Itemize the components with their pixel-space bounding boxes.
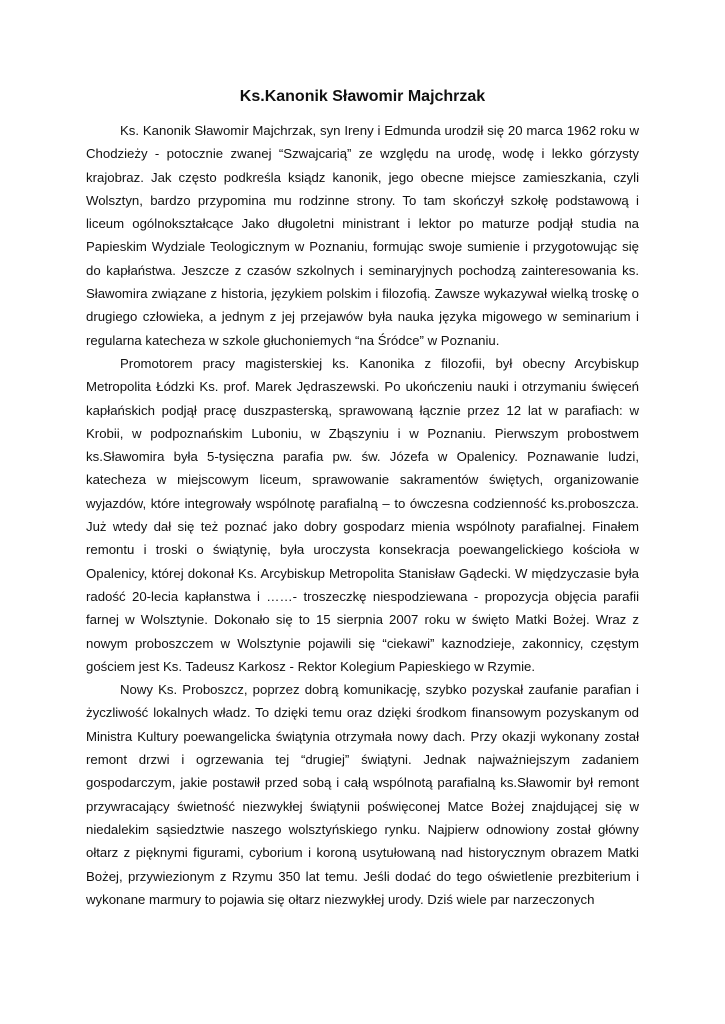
paragraph-biography: Ks. Kanonik Sławomir Majchrzak, syn Ireny i Edmunda urodził się 20 marca 1962 roku w Chodzieży - potocznie zwanej “Szwajcarią” ze względu na urodę, wodę i lekko górzysty krajobraz. Jak często podkreśla ksiądz kanonik, jego obecne miejsce zamieszkania, czyli Wolsztyn, bardzo przypomina mu rodzinne strony. To tam skończył szkołę podstawową i liceum ogólnokształcące Jako długoletni ministrant i lektor po maturze podjął studia na Papieskim Wydziale Teologicznym w Poznaniu, formując swoje sumienie i przygotowując się do kapłaństwa. Jeszcze z czasów szkolnych i seminaryjnych pochodzą zainteresowania ks. Sławomira związane z historia, językiem polskim i filozofią. Zawsze wykazywał wielką troskę o drugiego człowieka, a jednym z jej przejawów była nauka języka migowego w seminarium i regularna katecheza w szkole głuchoniemych “na Śródce” w Poznaniu. (86, 123, 639, 348)
document-body (86, 119, 639, 911)
document-title: Ks.Kanonik Sławomir Majchrzak (239, 88, 486, 105)
paragraph-wolsztyn-parish: Nowy Ks. Proboszcz, poprzez dobrą komunikację, szybko pozyskał zaufanie parafian i życzliwość lokalnych władz. To dzięki temu oraz dzięki środkom finansowym pozyskanym od Ministra Kultury poewangelicka świątynia otrzymała nowy dach. Przy okazji wykonany został remont drzwi i ogrzewania tej “drugiej” świątyni. Jednak najważniejszym zadaniem gospodarczym, jakie postawił przed sobą i całą wspólnotą parafialną ks.Sławomir był remont przywracający świetność niezwykłej świątynii poświęconej Matce Bożej znajdującej się w niedalekim sąsiedztwie naszego wolsztyńskiego rynku. Najpierw odnowiony został główny ołtarz z pięknymi figurami, cyborium i koroną usytułowaną nad historycznym obrazem Matki Bożej, przywiezionym z Rzymu 350 lat temu. Jeśli dodać do tego oświetlenie prezbiterium i wykonane marmury to pojawia się ołtarz niezwykłej urody. Dziś wiele par narzeczonych (86, 682, 639, 907)
paragraph-priesthood: Promotorem pracy magisterskiej ks. Kanonika z filozofii, był obecny Arcybiskup Metropolita Łódzki Ks. prof. Marek Jędraszewski. Po ukończeniu nauki i otrzymaniu święceń kapłańskich podjął pracę duszpasterską, sprawowaną łącznie przez 12 lat w parafiach: w Krobii, w podpoznańskim Luboniu, w Zbąszyniu i w Poznaniu. Pierwszym probostwem ks.Sławomira była 5-tysięczna parafia pw. św. Józefa w Opalenicy. Poznawanie ludzi, katecheza w miejscowym liceum, sprawowanie sakramentów świętych, organizowanie wyjazdów, które integrowały wspólnotę parafialną – to ówczesna codzienność ks.proboszcza. Już wtedy dał się też poznać jako dobry gospodarz mienia wspólnoty parafialnej. Finałem remontu i troski o świątynię, była uroczysta konsekracja poewangelickiego kościoła w Opalenicy, której dokonał Ks. Arcybiskup Metropolita Stanisław Gądecki. W międzyczasie była radość 20-lecia kapłanstwa i ……- troszeczkę niespodziewana - propozycja objęcia parafii farnej w Wolsztynie. Dokonało się to 15 sierpnia 2007 roku w święto Matki Bożej. Wraz z nowym proboszczem w Wolsztynie pojawili się “ciekawi” kaznodzieje, zakonnicy, częstym gościem jest Ks. Tadeusz Karkosz - Rektor Kolegium Papieskiego w Rzymie. (86, 355, 639, 674)
